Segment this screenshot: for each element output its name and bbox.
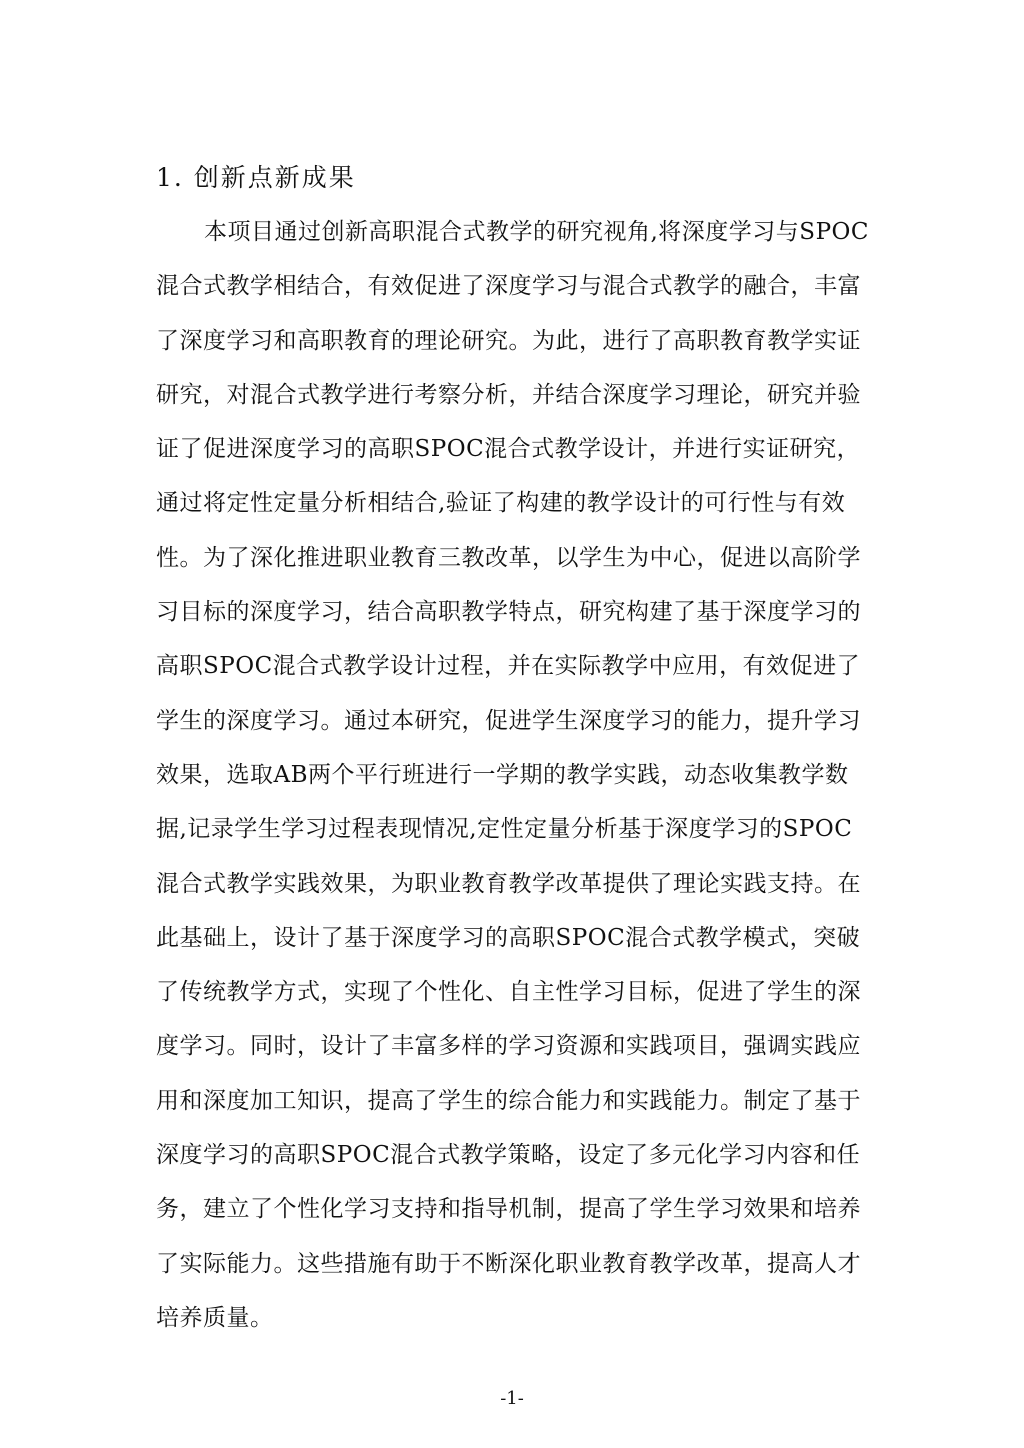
page-number: -1- <box>500 1388 524 1409</box>
paragraph-line: 据,记录学生学习过程表现情况,定性定量分析基于深度学习的SPOC <box>156 816 853 843</box>
paragraph-line: 性。为了深化推进职业教育三教改革，以学生为中心，促进以高阶学 <box>156 544 861 571</box>
paragraph-line: 培养质量。 <box>156 1304 274 1331</box>
paragraph-line: 度学习。同时，设计了丰富多样的学习资源和实践项目，强调实践应 <box>156 1033 861 1060</box>
paragraph-line: 此基础上，设计了基于深度学习的高职SPOC混合式教学模式，突破 <box>156 924 861 951</box>
paragraph-line: 了深度学习和高职教育的理论研究。为此，进行了高职教育教学实证 <box>156 327 861 354</box>
paragraph-line: 用和深度加工知识，提高了学生的综合能力和实践能力。制定了基于 <box>156 1087 861 1114</box>
paragraph-line: 习目标的深度学习，结合高职教学特点，研究构建了基于深度学习的 <box>156 599 861 626</box>
paragraph-line: 了传统教学方式，实现了个性化、自主性学习目标，促进了学生的深 <box>156 979 861 1006</box>
paragraph-line: 深度学习的高职SPOC混合式教学策略，设定了多元化学习内容和任 <box>156 1142 861 1169</box>
body-paragraph <box>156 205 876 1345</box>
paragraph-line: 混合式教学实践效果，为职业教育教学改革提供了理论实践支持。在 <box>156 870 861 897</box>
paragraph-line: 混合式教学相结合，有效促进了深度学习与混合式教学的融合，丰富 <box>156 273 861 300</box>
section-heading: 1. 创新点新成果 <box>156 163 356 192</box>
paragraph-line: 务，建立了个性化学习支持和指导机制，提高了学生学习效果和培养 <box>156 1196 861 1223</box>
paragraph-line: 高职SPOC混合式教学设计过程，并在实际教学中应用，有效促进了 <box>156 653 861 680</box>
paragraph-line: 效果，选取AB两个平行班进行一学期的教学实践，动态收集教学数 <box>156 761 849 788</box>
paragraph-line: 本项目通过创新高职混合式教学的研究视角,将深度学习与SPOC <box>204 219 869 245</box>
paragraph-line: 学生的深度学习。通过本研究，促进学生深度学习的能力，提升学习 <box>156 707 861 734</box>
paragraph-line: 证了促进深度学习的高职SPOC混合式教学设计，并进行实证研究， <box>156 436 861 463</box>
paragraph-line: 通过将定性定量分析相结合,验证了构建的教学设计的可行性与有效 <box>156 490 846 517</box>
paragraph-line: 了实际能力。这些措施有助于不断深化职业教育教学改革，提高人才 <box>156 1250 861 1277</box>
paragraph-line: 研究，对混合式教学进行考察分析，并结合深度学习理论，研究并验 <box>156 381 861 408</box>
